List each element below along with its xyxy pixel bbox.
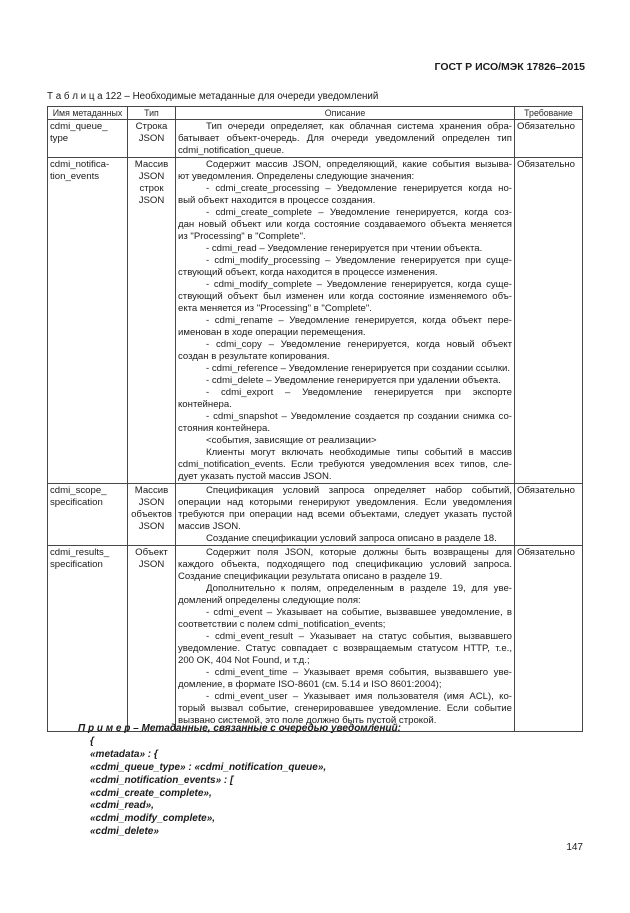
column-header-description: Описание: [176, 107, 515, 120]
description-line: требуются при операции над всеми объектами, следует указать пустой: [178, 509, 512, 520]
description-paragraph: [178, 667, 512, 691]
example-title-text: – Метаданные, связанные с очередью уведомлений:: [133, 723, 401, 734]
table-caption: [47, 91, 378, 103]
description-line: - cdmi_rename – Уведомление генерируется, когда объект пере-: [206, 315, 512, 326]
description-line: - cdmi_event_result – Указывает на статус события, вызвавшего: [206, 631, 512, 642]
description-line: - cdmi_modify_processing – Уведомление генерируется при суще-: [206, 255, 512, 266]
description-paragraph: [178, 207, 512, 243]
description-line: Содержит поля JSON, которые должны быть возвращены для: [206, 547, 512, 558]
table-row: [48, 546, 583, 732]
description-line: массив JSON.: [178, 521, 241, 532]
description-line: екта меняется из "Processing" в "Complete".: [178, 303, 372, 314]
table-row: [48, 484, 583, 546]
table-row: [48, 158, 583, 484]
description-line: батывает объект-очередь. Для очереди уведомлений определен тип: [178, 133, 512, 144]
description-line: cdmi_notification_queue.: [178, 145, 285, 156]
description-line: домлений определены следующие поля:: [178, 595, 361, 606]
description-line: Клиенты могут включать необходимые типы событий в массив: [206, 447, 512, 458]
example-title: [78, 723, 401, 736]
description-line: - cdmi_delete – Уведомление генерируется при удалении объекта.: [206, 375, 501, 386]
page-number: 147: [566, 842, 583, 853]
description-paragraph: [178, 121, 512, 157]
type-line: Строка: [135, 121, 168, 132]
code-line: «cdmi_queue_type» : «cdmi_notification_queue»,: [90, 761, 327, 773]
type-cell: [128, 120, 176, 158]
description-paragraph: [178, 547, 512, 583]
description-line: Содержит массив JSON, определяющий, какие события вызыва-: [206, 159, 512, 170]
description-line: cdmi_notification_events. Если требуются уведомления всех типов, сле-: [178, 459, 512, 470]
document-code-header: ГОСТ Р ИСО/МЭК 17826–2015: [434, 61, 585, 73]
column-header-type: Тип: [128, 107, 176, 120]
requirement-cell: Обязательно: [515, 546, 583, 732]
description-line: стояния контейнера.: [178, 423, 271, 434]
type-line: JSON: [138, 497, 165, 508]
column-header-requirement: Требование: [515, 107, 583, 120]
description-paragraph: [178, 159, 512, 183]
description-paragraph: [178, 447, 512, 483]
requirement-cell: Обязательно: [515, 484, 583, 546]
description-paragraph: [178, 607, 512, 631]
description-line: - cdmi_copy – Уведомление генерируется, когда новый объект: [206, 339, 512, 350]
metadata-name-cell: [48, 546, 131, 734]
description-line: - cdmi_create_processing – Уведомление генерируется когда но-: [206, 183, 512, 194]
description-line: вый объект находится в процессе создания.: [178, 195, 376, 206]
type-cell: [128, 158, 176, 484]
description-paragraph: [178, 435, 512, 447]
description-line: уведомление. Статус совпадает с возвращаемым статусом HTTP, т.е.,: [178, 643, 512, 654]
description-line: - cdmi_event_time – Указывает время события, вызвавшего уве-: [206, 667, 512, 678]
metadata-name-line: cdmi_notifica-: [50, 159, 110, 170]
description-cell: [176, 546, 515, 732]
metadata-name-cell: [48, 484, 128, 546]
metadata-table: [47, 106, 583, 732]
description-line: создан в результате копирования.: [178, 351, 330, 362]
metadata-name-line: cdmi_results_: [50, 547, 110, 558]
code-line: «cdmi_delete»: [90, 826, 159, 838]
description-line: - cdmi_event – Указывает на событие, вызвавшее уведомление, в: [206, 607, 512, 618]
description-line: - cdmi_create_complete – Уведомление генерируется, когда соз-: [206, 207, 512, 218]
description-paragraph: [178, 691, 512, 727]
description-line: каждого объекта, подходящего под спецификацию условий запроса.: [178, 559, 512, 570]
description-line: - cdmi_event_user – Указывает имя пользователя (имя ACL), ко-: [206, 691, 512, 702]
description-line: Спецификация условий запроса определяет набор событий,: [206, 485, 512, 496]
requirement-cell: Обязательно: [515, 120, 583, 158]
description-cell: [176, 120, 515, 158]
code-line: «cdmi_create_complete»,: [90, 787, 212, 799]
type-line: строк: [139, 183, 164, 194]
example-label: П р и м е р: [78, 723, 131, 734]
table-row: [48, 120, 583, 158]
code-line: «cdmi_notification_events» : [: [90, 774, 234, 786]
description-line: вызвано системой, это поле должно быть пустой строкой.: [178, 715, 437, 726]
description-line: ствующий объект, когда находится в процессе изменения.: [178, 267, 438, 278]
type-line: объектов: [131, 509, 172, 520]
description-line: <события, зависящие от реализации>: [206, 435, 377, 446]
description-line: именован в ходе операции перемещения.: [178, 327, 366, 338]
description-paragraph: [178, 411, 512, 435]
description-line: 200 OK, 404 Not Found, и т.д.;: [178, 655, 310, 666]
description-paragraph: [178, 583, 512, 607]
description-line: дует указать пустой массив JSON.: [178, 471, 332, 482]
table-header-row: [48, 107, 583, 120]
description-line: Тип очереди определяет, как облачная система хранения обра-: [206, 121, 512, 132]
table-caption-label: Т а б л и ц а: [47, 91, 103, 102]
type-cell: [128, 546, 176, 732]
description-line: дан новый объект или когда состояние создаваемого объекта меняется: [178, 219, 512, 230]
description-paragraph: [178, 243, 512, 255]
type-cell: [128, 484, 176, 546]
description-paragraph: [178, 631, 512, 667]
description-paragraph: [178, 279, 512, 315]
description-paragraph: [178, 315, 512, 339]
description-line: - cdmi_reference – Уведомление генерируется при создании ссылки.: [206, 363, 511, 374]
type-line: JSON: [138, 133, 165, 144]
metadata-name-cell: [48, 158, 128, 484]
description-line: - cdmi_read – Уведомление генерируется при чтении объекта.: [206, 243, 483, 254]
metadata-name-line: specification: [50, 497, 103, 508]
example-block: [78, 723, 401, 839]
metadata-name-cell: [48, 120, 128, 158]
description-line: соответствии с полем cdmi_notification_events;: [178, 619, 386, 630]
code-line: {: [90, 735, 94, 747]
description-paragraph: [178, 533, 512, 545]
description-line: ют уведомления. Определены следующие значения:: [178, 171, 415, 182]
description-line: операции над которыми генерируют уведомления. Если уведомления: [178, 497, 512, 508]
metadata-name-line: cdmi_scope_: [50, 485, 107, 496]
description-line: домление, в формате ISO-8601 (см. 5.14 и ISO 8601:2004);: [178, 679, 442, 690]
description-line: торый вызвал событие, сгенерировавшее уведомление. Если событие: [178, 703, 512, 714]
type-line: Массив: [134, 159, 169, 170]
type-line: Массив: [134, 485, 169, 496]
description-paragraph: [178, 183, 512, 207]
table-caption-text: 122 – Необходимые метаданные для очереди уведомлений: [105, 91, 379, 102]
code-line: «cdmi_modify_complete»,: [90, 813, 216, 825]
requirement-cell: Обязательно: [515, 158, 583, 484]
description-paragraph: [178, 485, 512, 533]
example-code: [78, 736, 401, 839]
metadata-name-line: specification: [50, 559, 103, 570]
type-line: JSON: [138, 559, 165, 570]
description-paragraph: [178, 255, 512, 279]
type-line: JSON: [138, 171, 165, 182]
metadata-name-line: tion_events: [50, 171, 100, 182]
type-line: JSON: [138, 195, 165, 206]
metadata-name-line: cdmi_queue_: [50, 121, 108, 132]
description-paragraph: [178, 375, 512, 387]
code-line: «metadata» : {: [90, 748, 158, 760]
description-line: ствующий объект был изменен или когда состояние изменяемого объ-: [178, 291, 512, 302]
description-paragraph: [178, 363, 512, 375]
code-line: «cdmi_read»,: [90, 800, 154, 812]
type-line: JSON: [138, 521, 165, 532]
description-cell: [176, 484, 515, 546]
description-cell: [176, 158, 515, 484]
column-header-metadata-name: Имя метаданных: [48, 107, 128, 120]
description-line: - cdmi_modify_complete – Уведомление генерируется, когда суще-: [206, 279, 512, 290]
description-line: Создание спецификации результата описано в разделе 19.: [178, 571, 443, 582]
description-line: Дополнительно к полям, определенным в разделе 19, для уве-: [206, 583, 512, 594]
table-body: [48, 120, 583, 732]
description-line: - cdmi_snapshot – Уведомление создается пр создании снимка со-: [206, 411, 512, 422]
description-line: Создание спецификации условий запроса описано в разделе 18.: [206, 533, 497, 544]
description-line: из "Processing" в "Complete".: [178, 231, 306, 242]
description-line: - cdmi_export – Уведомление генерируется при экспорте контейнера.: [178, 387, 512, 410]
description-paragraph: [178, 387, 512, 411]
metadata-name-line: type: [50, 133, 69, 144]
type-line: Объект: [135, 547, 168, 558]
description-paragraph: [178, 339, 512, 363]
